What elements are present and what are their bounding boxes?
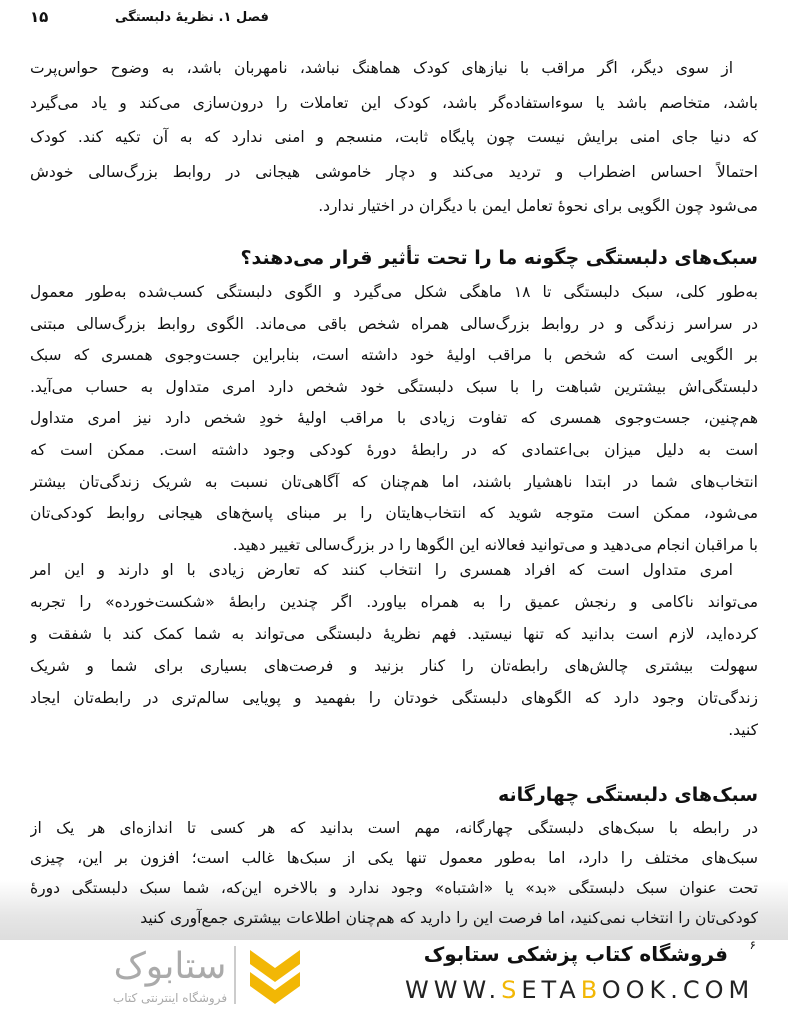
text-line: کرده‌اید، لازم است بدانید که تنها نیستید. فهم نظریهٔ دلبستگی می‌تواند به شما کمک کند با شفقت و [30, 625, 758, 643]
text-line: هم‌چنین، جست‌وجوی همسری که تفاوت زیادی با مراقب اولیهٔ خودِ شخص دارد نیز امری متداول [30, 409, 758, 428]
text-line: تحت عنوان سبک دلبستگی «بد» یا «اشتباه» وجود ندارد و بالاخره این‌که، شما سبک دلبستگی دورهٔ [30, 879, 758, 897]
section-heading: سبک‌های دلبستگی چگونه ما را تحت تأثیر قرار می‌دهند؟ [240, 247, 758, 269]
text-line: به‌طور کلی، سبک دلبستگی تا ۱۸ ماهگی شکل می‌گیرد و الگوی دلبستگی کسب‌شده به‌طور معمول [30, 283, 758, 301]
chapter-title: فصل ۱. نظریهٔ دلبستگی [115, 9, 269, 25]
text-line: کنید. [728, 721, 758, 739]
text-line: می‌شود چون الگویی برای نحوهٔ تعامل ایمن با دیگران در اختیار ندارد. [318, 197, 758, 215]
text-line: امری متداول است که افراد همسری را انتخاب کنند که تعارض زیادی با او دارند و این امر [30, 561, 733, 579]
section-heading: سبک‌های دلبستگی چهارگانه [498, 784, 758, 806]
text-line: دلبستگی‌اش بیشترین شباهت را با سبک دلبستگی خود شخص دارد امری متداول به حساب می‌آید. [30, 377, 758, 396]
text-line: می‌شود، ممکن است متوجه شوید که انتخاب‌هایتان را بر مبنای پاسخ‌های هیجانی روابط کودکی‌تان [30, 504, 758, 523]
text-line: می‌تواند ناکامی و رنجش عمیق را به همراه بیاورد. اگر چندین رابطهٔ «شکست‌خورده» را تجربه [30, 593, 758, 611]
text-line: در رابطه با سبک‌های دلبستگی چهارگانه، مهم است بدانید که هر کسی تا اندازه‌ای هر یک از [30, 819, 758, 837]
text-line: احتمالاً احساس اضطراب و تردید می‌کند و دچار خاموشی هیجانی در روابط بزرگ‌سالی خودش [30, 162, 758, 181]
text-line: کودکی‌تان را انتخاب نمی‌کنید، اما فرصت این را دارید که هم‌چنان اطلاعات بیشتری جمع‌آوری کنید [140, 909, 758, 927]
logo-subtext: فروشگاه اینترنتی کتاب [112, 991, 228, 1005]
text-line: انتخاب‌های شما در ابتدا ناهشیار باشند، اما هم‌چنان که آگاهی‌تان نسبت به شریک زندگی‌تان بیشتر [30, 472, 758, 491]
footnote-mark: ۶ [749, 938, 756, 952]
text-line: باشد، متخاصم باشد یا سوءاستفاده‌گر باشد، کودک این تعاملات را درون‌سازی می‌کند و یاد می‌گیرد [30, 93, 758, 112]
page-number: ۱۵ [30, 8, 49, 26]
text-line: است به دلیل میزان بی‌اعتمادی که در رابطهٔ دورهٔ کودکی وجود داشته است. ممکن است که [30, 441, 758, 459]
text-line: سبک‌های مختلف را دارد، اما به‌طور معمول تنها یکی از سبک‌ها غالب است؛ افزون بر این، چیزی [30, 849, 758, 867]
text-line: با مراقبان انجام می‌دهید و می‌توانید فعالانه این الگوها را در بزرگ‌سالی تغییر دهید. [232, 535, 758, 554]
store-url: WWW.SETABOOK.COM [405, 976, 755, 1004]
text-line: از سوی دیگر، اگر مراقب با نیازهای کودک هماهنگ نباشد، نامهربان باشد، به وضوح حواس‌پرت [30, 59, 733, 77]
text-line: در سراسر زندگی و در روابط بزرگ‌سالی همراه شخص باقی می‌ماند. الگوی روابط بزرگ‌سالی مبتنی [30, 314, 758, 333]
text-line: که دنیا جای امنی برایش نیست چون پایگاه ثابت، منسجم و امنی ندارد که به آن تکیه کند. کودک [30, 128, 758, 146]
text-line: سهولت بیشتری چالش‌های رابطه‌تان را کنار بزنید و فرصت‌های بسیاری برای شما و شریک [30, 657, 758, 675]
store-name: فروشگاه کتاب پزشکی ستابوک [423, 942, 728, 966]
logo-text: ستابوک [113, 946, 227, 987]
text-line: بر الگویی است که شخص با مراقب اولیهٔ خود داشته است، بنابراین جست‌وجوی همسری که سبک [30, 346, 758, 365]
text-line: زندگی‌تان وجود دارد که الگوهای دلبستگی خودتان را بفهمید و پویایی سالم‌تری در رابطه‌تان ایجاد [30, 689, 758, 707]
